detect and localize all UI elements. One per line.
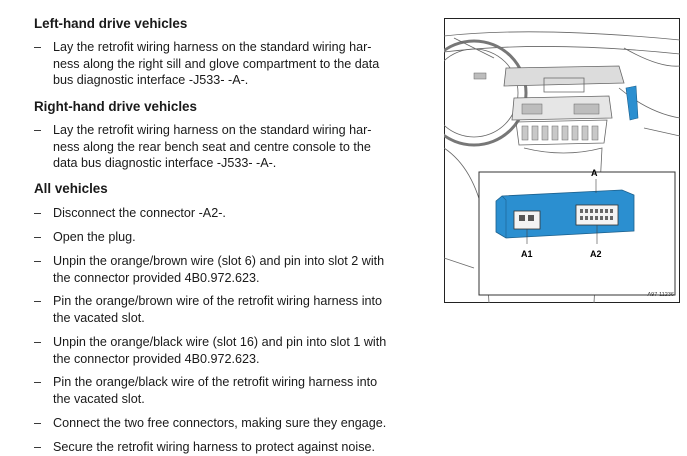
- list-item-text: Connect the two free connectors, making sure they engage.: [53, 416, 387, 430]
- list-dash: –: [34, 416, 42, 430]
- dashboard-illustration: [444, 18, 680, 303]
- list-item: [34, 374, 419, 407]
- connector-a1: [514, 211, 540, 229]
- list-dash: –: [34, 294, 42, 308]
- list-dash: –: [34, 254, 42, 268]
- list-item-text: Unpin the orange/black wire (slot 16) and pin into slot 1 with the connector provided 4B0.972.623.: [53, 335, 387, 366]
- list-item-text: Secure the retrofit wiring harness to protect against noise.: [53, 440, 376, 454]
- list-dash: –: [34, 335, 42, 349]
- list-item-text: Lay the retrofit wiring harness on the standard wiring har- ness along the rear bench seat and centre console to the data bus diagnostic interface -J533- -A-.: [53, 123, 372, 171]
- list-dash: –: [34, 123, 42, 137]
- list-dash: –: [34, 440, 42, 454]
- connector-a2: [576, 205, 618, 225]
- list-dash: –: [34, 40, 42, 54]
- section-title-lhd: Left-hand drive vehicles: [34, 16, 188, 31]
- list-item-text: Unpin the orange/brown wire (slot 6) and pin into slot 2 with the connector provided 4B0.972.623.: [53, 254, 385, 285]
- list-dash: –: [34, 206, 42, 220]
- figure-id: A97-11236: [647, 292, 674, 298]
- section-title-all: All vehicles: [34, 181, 108, 196]
- figure-label-a: A: [591, 168, 598, 178]
- list-item: [34, 334, 419, 367]
- figure-label-a2: A2: [590, 249, 602, 259]
- list-dash: –: [34, 375, 42, 389]
- figure-label-a1: A1: [521, 249, 533, 259]
- list-item-text: Open the plug.: [53, 230, 136, 244]
- list-item: [34, 122, 419, 172]
- list-item-text: Pin the orange/brown wire of the retrofit wiring harness into the vacated slot.: [53, 294, 383, 325]
- list-item: [34, 205, 419, 222]
- list-item: [34, 293, 419, 326]
- list-item: [34, 39, 419, 89]
- dashboard-drawing: [444, 18, 680, 303]
- list-item: [34, 253, 419, 286]
- list-item: [34, 415, 419, 432]
- list-dash: –: [34, 230, 42, 244]
- section-title-rhd: Right-hand drive vehicles: [34, 99, 197, 114]
- list-item-text: Disconnect the connector -A2-.: [53, 206, 226, 220]
- list-item-text: Lay the retrofit wiring harness on the standard wiring har- ness along the right sill and glove compartment to the data bus diagnostic interface -J533- -A-.: [53, 40, 380, 88]
- list-item: [34, 439, 419, 456]
- list-item: [34, 229, 419, 246]
- list-item-text: Pin the orange/black wire of the retrofit wiring harness into the vacated slot.: [53, 375, 378, 406]
